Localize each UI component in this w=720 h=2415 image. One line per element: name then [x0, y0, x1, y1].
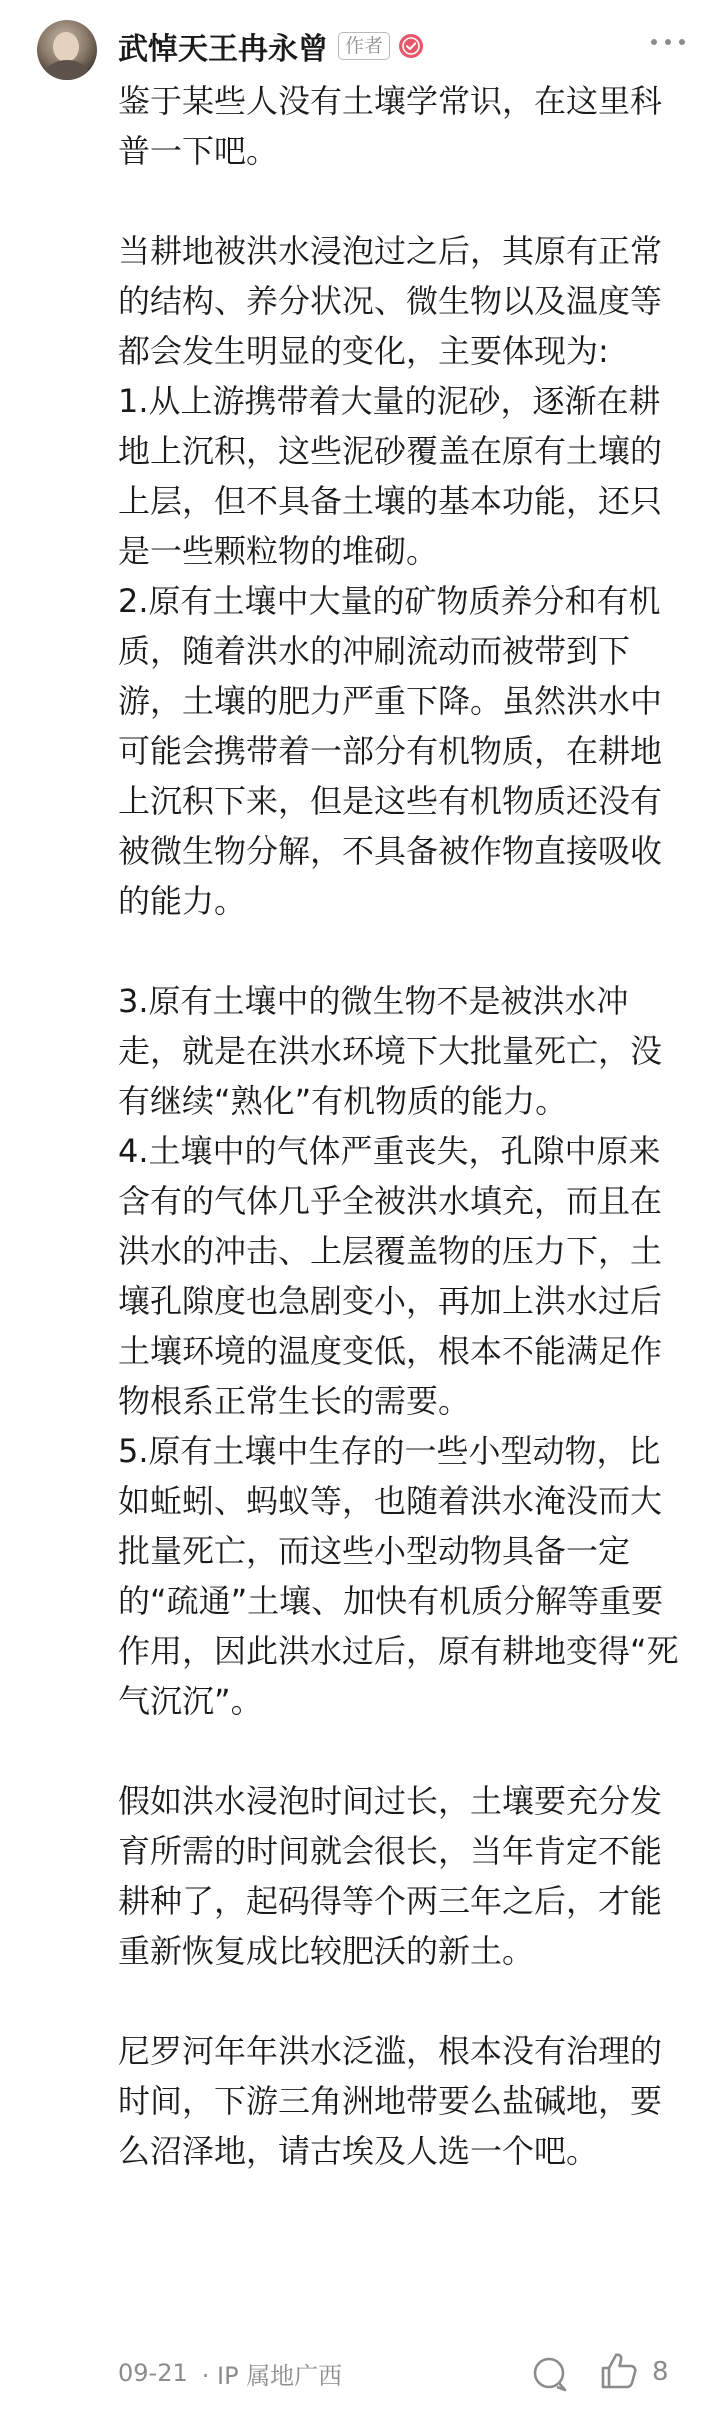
- username[interactable]: 武悼天王冉永曾: [118, 32, 328, 67]
- comment-footer: [118, 2353, 342, 2393]
- thumbs-up-icon[interactable]: [598, 2350, 640, 2392]
- comment-paragraph: 1.从上游携带着大量的泥砂，逐渐在耕地上沉积，这些泥砂覆盖在原有土壤的上层，但不具备土壤的基本功能，还只是一些颗粒物的堆砌。: [118, 382, 663, 570]
- author-badge: 作者: [338, 32, 390, 60]
- comment-paragraph: 5.原有土壤中生存的一些小型动物，比如蚯蚓、蚂蚁等，也随着洪水淹没而大批量死亡，而这些小型动物具备一定的“疏通”土壤、加快有机质分解等重要作用，因此洪水过后，原有耕地变得“死气沉沉”。: [118, 1432, 679, 1720]
- like-count: 8: [652, 2357, 669, 2387]
- comment-paragraph: 4.土壤中的气体严重丧失，孔隙中原来含有的气体几乎全被洪水填充，而且在洪水的冲击、上层覆盖物的压力下，土壤孔隙度也急剧变小，再加上洪水过后土壤环境的温度变低，根本不能满足作物根系正常生长的需要。: [118, 1132, 663, 1420]
- comment-paragraph: 尼罗河年年洪水泛滥，根本没有治理的时间，下游三角洲地带要么盐碱地，要么沼泽地，请古埃及人选一个吧。: [118, 2032, 663, 2170]
- comment-paragraph: 假如洪水浸泡时间过长，土壤要充分发育所需的时间就会很长，当年肯定不能耕种了，起码得等个两三年之后，才能重新恢复成比较肥沃的新土。: [118, 1782, 663, 1970]
- comment-bubble-icon[interactable]: [530, 2354, 570, 2394]
- comment-date: 09-21: [118, 2359, 188, 2387]
- verified-badge-icon: [398, 33, 424, 59]
- more-dots-icon[interactable]: [648, 36, 688, 48]
- avatar[interactable]: [37, 20, 97, 80]
- comment-header: [118, 26, 424, 66]
- comment-paragraph: 鉴于某些人没有土壤学常识，在这里科普一下吧。: [118, 82, 663, 170]
- comment-paragraph: 当耕地被洪水浸泡过之后，其原有正常的结构、养分状况、微生物以及温度等都会发生明显的变化，主要体现为:: [118, 232, 663, 370]
- ip-location: · IP 属地广西: [201, 2361, 343, 2390]
- avatar-body: [45, 60, 89, 80]
- comment-paragraph: 3.原有土壤中的微生物不是被洪水冲走，就是在洪水环境下大批量死亡，没有继续“熟化”有机物质的能力。: [118, 982, 663, 1120]
- avatar-face: [53, 32, 79, 62]
- comment-body: [118, 76, 690, 2176]
- comment-paragraph: 2.原有土壤中大量的矿物质养分和有机质，随着洪水的冲刷流动而被带到下游，土壤的肥力严重下降。虽然洪水中可能会携带着一部分有机物质，在耕地上沉积下来，但是这些有机物质还没有被微生物分解，不具备被作物直接吸收的能力。: [118, 582, 663, 920]
